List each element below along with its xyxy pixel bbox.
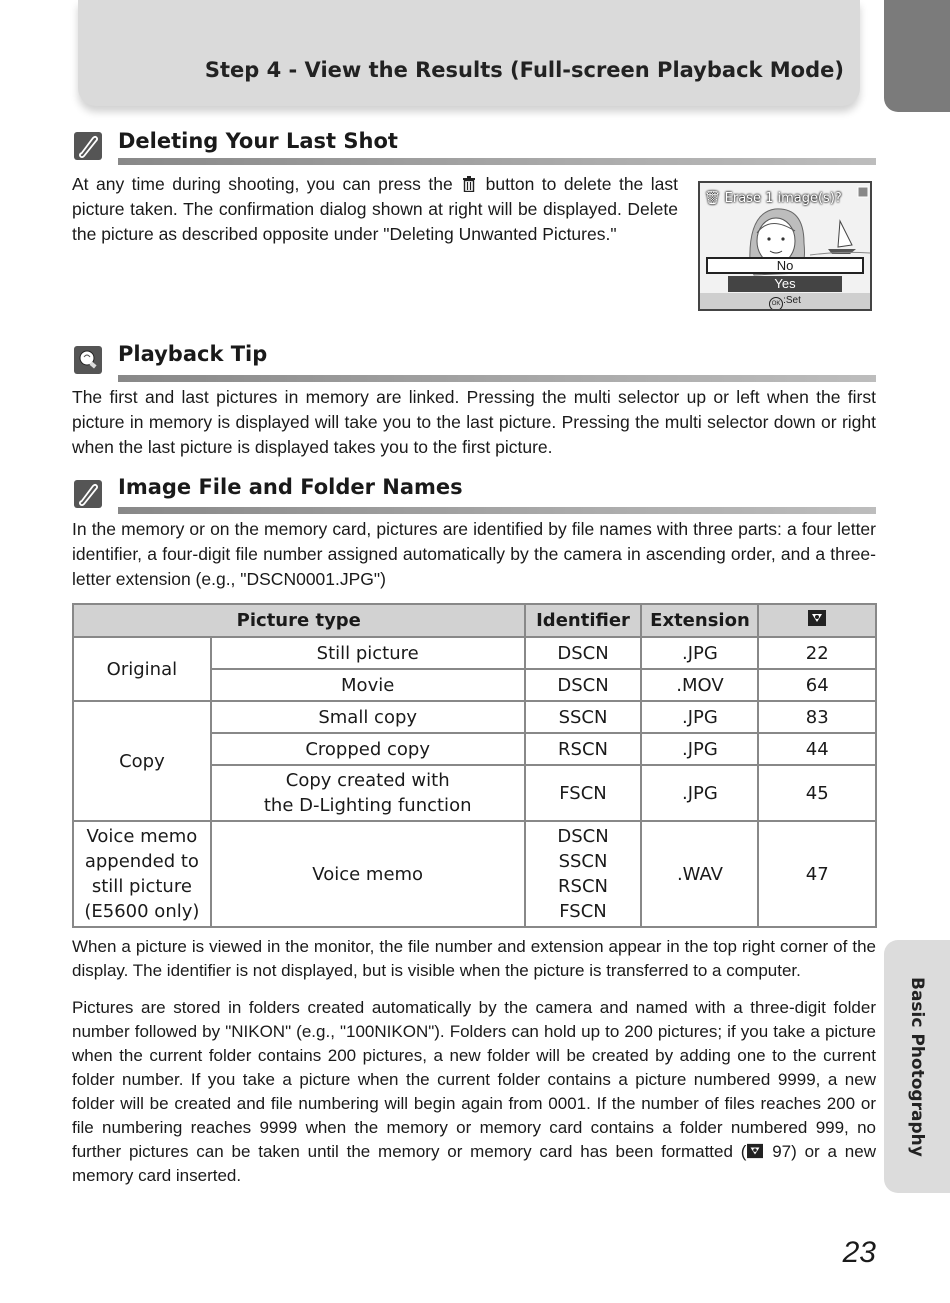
tip-paragraph: The first and last pictures in memory are linked. Pressing the multi selector up or left when the first picture in memory is displayed will take you to the last picture. Pressing the multi selector down or right when the last picture is displayed takes you to the first picture. bbox=[72, 387, 876, 457]
cell-ext: .WAV bbox=[641, 821, 758, 927]
folders-text-start: Pictures are stored in folders created automatically by the camera and named with a three-digit folder number followed by "NIKON" (e.g., "100NIKON"). Folders can hold up to 200 pictures; if you take a picture when the current folder contains 200 pictures, a new folder will be created by adding one to the current folder number. If you take a picture when the current folder contains a picture numbered 9999, a new folder will be created and file numbering will begin again from 0001. If the number of files reaches 200 or file numbering reaches 9999 when the memory or memory card contains a folder numbered 999, no further pictures can be taken until the memory or memory card has been formatted ( bbox=[72, 998, 876, 1161]
side-tab-label-wrap bbox=[884, 940, 950, 1193]
cell-type-line: the D-Lighting function bbox=[263, 795, 472, 816]
cell-ext: .JPG bbox=[641, 733, 758, 765]
cell-page: 22 bbox=[758, 637, 876, 669]
cell-id bbox=[525, 821, 642, 927]
erase-dialog-illustration bbox=[698, 181, 872, 311]
table-row bbox=[73, 637, 876, 669]
cell-type: Small copy bbox=[211, 701, 525, 733]
cell-id: DSCN bbox=[525, 669, 642, 701]
dialog-title bbox=[704, 191, 842, 206]
section-rule-deleting bbox=[118, 158, 876, 165]
group-voice-line: Voice memo bbox=[86, 826, 198, 847]
section-title-tip: Playback Tip bbox=[118, 342, 268, 366]
cell-page: 64 bbox=[758, 669, 876, 701]
group-voice-memo bbox=[73, 821, 211, 927]
deleting-paragraph bbox=[72, 172, 678, 247]
cell-id-line: SSCN bbox=[558, 851, 608, 872]
cell-id-line: DSCN bbox=[557, 826, 609, 847]
file-names-table bbox=[72, 603, 877, 928]
group-voice-line: still picture bbox=[91, 876, 192, 897]
group-voice-line: appended to bbox=[84, 851, 199, 872]
folders-text-end: 97) or a new memory card inserted. bbox=[72, 1142, 876, 1185]
cell-type bbox=[211, 765, 525, 821]
dialog-option-yes[interactable]: Yes bbox=[728, 276, 842, 292]
cell-type-line: Copy created with bbox=[285, 770, 450, 791]
names-intro-paragraph: In the memory or on the memory card, pictures are identified by file names with three parts: a four letter identifier, a four-digit file number assigned automatically by the camera in ascending order, and a three-letter extension (e.g., "DSCN0001.JPG") bbox=[72, 519, 876, 589]
cell-ext: .JPG bbox=[641, 701, 758, 733]
page-header-title: Step 4 - View the Results (Full-screen Playback Mode) bbox=[204, 58, 844, 82]
table-row bbox=[73, 701, 876, 733]
table-header-row bbox=[73, 604, 876, 637]
monitor-reference-icon-inline bbox=[746, 1143, 764, 1159]
cell-page: 45 bbox=[758, 765, 876, 821]
section-rule-names bbox=[118, 507, 876, 514]
cell-ext: .JPG bbox=[641, 637, 758, 669]
dialog-footer bbox=[700, 293, 870, 309]
top-chapter-tab bbox=[884, 0, 950, 112]
cell-type: Cropped copy bbox=[211, 733, 525, 765]
header-identifier: Identifier bbox=[525, 604, 642, 637]
cell-id: RSCN bbox=[525, 733, 642, 765]
header-banner bbox=[78, 0, 860, 106]
header-page-ref bbox=[758, 604, 876, 637]
cell-id: FSCN bbox=[525, 765, 642, 821]
cell-type: Movie bbox=[211, 669, 525, 701]
section-title-names: Image File and Folder Names bbox=[118, 475, 463, 499]
dialog-option-no[interactable]: No bbox=[706, 257, 864, 274]
cell-type: Still picture bbox=[211, 637, 525, 669]
cell-ext: .JPG bbox=[641, 765, 758, 821]
group-copy: Copy bbox=[73, 701, 211, 821]
cell-ext: .MOV bbox=[641, 669, 758, 701]
cell-type: Voice memo bbox=[211, 821, 525, 927]
table-row bbox=[73, 821, 876, 927]
section-rule-tip bbox=[118, 375, 876, 382]
pencil-note-icon bbox=[74, 132, 102, 160]
trash-icon bbox=[462, 176, 476, 192]
section-title-deleting: Deleting Your Last Shot bbox=[118, 129, 398, 153]
folders-paragraph bbox=[72, 996, 876, 1188]
side-tab-label: Basic Photography bbox=[907, 976, 927, 1157]
cell-id-line: RSCN bbox=[558, 876, 608, 897]
header-extension: Extension bbox=[641, 604, 758, 637]
pencil-note-icon-2 bbox=[74, 480, 102, 508]
cell-page: 83 bbox=[758, 701, 876, 733]
dialog-title-text: Erase 1 image(s)? bbox=[724, 191, 842, 206]
cell-page: 44 bbox=[758, 733, 876, 765]
cell-id: DSCN bbox=[525, 637, 642, 669]
group-original: Original bbox=[73, 637, 211, 701]
after-table-paragraph: When a picture is viewed in the monitor, the file number and extension appear in the top right corner of the display. The identifier is not displayed, but is visible when the picture is transferred to a computer. bbox=[72, 937, 876, 980]
cell-id: SSCN bbox=[525, 701, 642, 733]
page-number: 23 bbox=[842, 1236, 876, 1269]
ok-button-icon: OK bbox=[769, 297, 783, 311]
dialog-footer-text: :Set bbox=[783, 295, 801, 306]
cell-page: 47 bbox=[758, 821, 876, 927]
cell-id-line: FSCN bbox=[559, 901, 607, 922]
lightbulb-tip-icon bbox=[74, 346, 102, 374]
monitor-reference-icon bbox=[807, 609, 827, 627]
group-voice-line: (E5600 only) bbox=[84, 901, 200, 922]
header-picture-type: Picture type bbox=[73, 604, 525, 637]
deleting-text-end: button to delete the last picture taken. The confirmation dialog shown at right will be displayed. Delete the picture as described opposite under "Deleting Unwanted Pictures." bbox=[72, 174, 678, 244]
dialog-trash-icon: 🗑 bbox=[704, 191, 721, 206]
deleting-text-start: At any time during shooting, you can press the bbox=[72, 174, 453, 194]
